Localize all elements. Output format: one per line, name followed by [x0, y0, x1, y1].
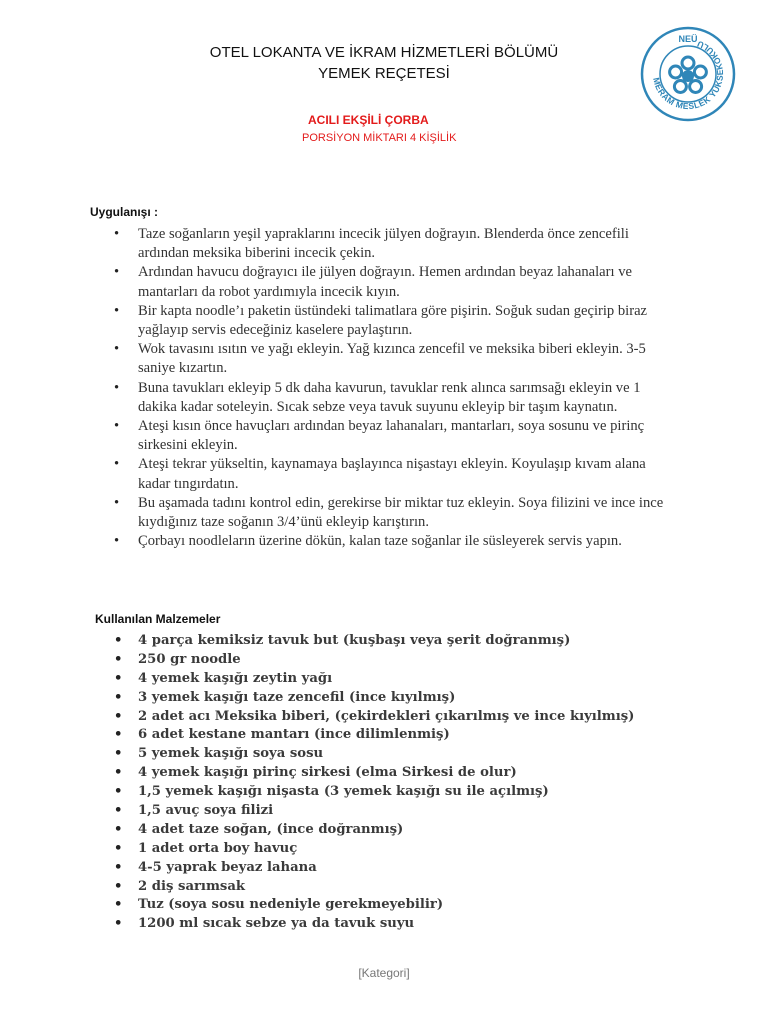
ingredient-item: • 1200 ml sıcak sebze ya da tavuk suyu — [112, 915, 672, 934]
category-footer: [Kategori] — [358, 966, 410, 980]
step-item: • Ateşi kısın önce havuçları ardından beyaz lahanaları, mantarları, soya sosunu ve pirinç sirkesini ekleyin. — [112, 417, 672, 455]
ingredient-item: • 4 adet taze soğan, (ince doğranmış) — [112, 821, 672, 840]
department-title: OTEL LOKANTA VE İKRAM HİZMETLERİ BÖLÜMÜ — [209, 44, 559, 61]
logo-ring-text: MERAM MESLEK YÜKSEKOKULU — [651, 38, 726, 112]
ingredient-item: • 1,5 yemek kaşığı nişasta (3 yemek kaşığı su ile açılmış) — [112, 783, 672, 802]
ingredients-list — [112, 632, 672, 934]
ingredients-heading: Kullanılan Malzemeler — [95, 612, 221, 626]
portion-size: PORSİYON MİKTARI 4 KİŞİLİK — [302, 132, 457, 144]
ingredient-item: • 2 diş sarımsak — [112, 878, 672, 897]
step-item: • Taze soğanların yeşil yapraklarını incecik jülyen doğrayın. Blenderda önce zencefili ardından meksika biberini incecik çekin. — [112, 225, 672, 263]
step-item: • Ardından havucu doğrayıcı ile jülyen doğrayın. Hemen ardından beyaz lahanaları ve mantarları da robot yardımıyla incecik kıyın. — [112, 263, 672, 301]
step-item: • Çorbayı noodleların üzerine dökün, kalan taze soğanlar ile süsleyerek servis yapın. — [112, 532, 672, 551]
step-item: • Buna tavukları ekleyip 5 dk daha kavurun, tavuklar renk alınca sarımsağı ekleyin ve 1 dakika kadar soteleyin. Sıcak sebze veya tavuk suyunu ekleyip bir taşım kaynatın. — [112, 379, 672, 417]
ingredient-item: • 4 parça kemiksiz tavuk but (kuşbaşı veya şerit doğranmış) — [112, 632, 672, 651]
ingredient-item: • 4 yemek kaşığı pirinç sirkesi (elma Sirkesi de olur) — [112, 764, 672, 783]
ingredient-item: • 4-5 yaprak beyaz lahana — [112, 859, 672, 878]
ingredient-item: • 4 yemek kaşığı zeytin yağı — [112, 670, 672, 689]
ingredient-item: • 3 yemek kaşığı taze zencefil (ince kıyılmış) — [112, 689, 672, 708]
document-title: YEMEK REÇETESİ — [318, 65, 450, 82]
steps-list — [112, 225, 672, 551]
ingredient-item: • 5 yemek kaşığı soya sosu — [112, 745, 672, 764]
ingredient-item: • 1,5 avuç soya filizi — [112, 802, 672, 821]
step-item: • Ateşi tekrar yükseltin, kaynamaya başlayınca nişastayı ekleyin. Koyulaşıp kıvam alana kadar tıngırdatın. — [112, 455, 672, 493]
school-logo — [640, 26, 736, 122]
recipe-name: ACILI EKŞİLİ ÇORBA — [308, 113, 429, 127]
step-item: • Wok tavasını ısıtın ve yağı ekleyin. Yağ kızınca zencefil ve meksika biberi ekleyin. 3-5 saniye kızartın. — [112, 340, 672, 378]
step-item: • Bir kapta noodle’ı paketin üstündeki talimatlara göre pişirin. Soğuk sudan geçirip biraz yağlayıp servis edeceğiniz kaselere paylaştırın. — [112, 302, 672, 340]
steps-heading: Uygulanışı : — [90, 205, 159, 219]
step-item: • Bu aşamada tadını kontrol edin, gerekirse bir miktar tuz ekleyin. Soya filizini ve ince ince kıydığınız taze soğanın 3/4’ünü ekleyip karıştırın. — [112, 494, 672, 532]
ingredient-item: • 250 gr noodle — [112, 651, 672, 670]
ingredient-item: • 6 adet kestane mantarı (ince dilimlenmiş) — [112, 726, 672, 745]
ingredient-item: • Tuz (soya sosu nedeniyle gerekmeyebilir) — [112, 896, 672, 915]
ingredient-item: • 2 adet acı Meksika biberi, (çekirdekleri çıkarılmış ve ince kıyılmış) — [112, 708, 672, 727]
ingredient-item: • 1 adet orta boy havuç — [112, 840, 672, 859]
logo-top-text: NEÜ — [678, 34, 698, 44]
